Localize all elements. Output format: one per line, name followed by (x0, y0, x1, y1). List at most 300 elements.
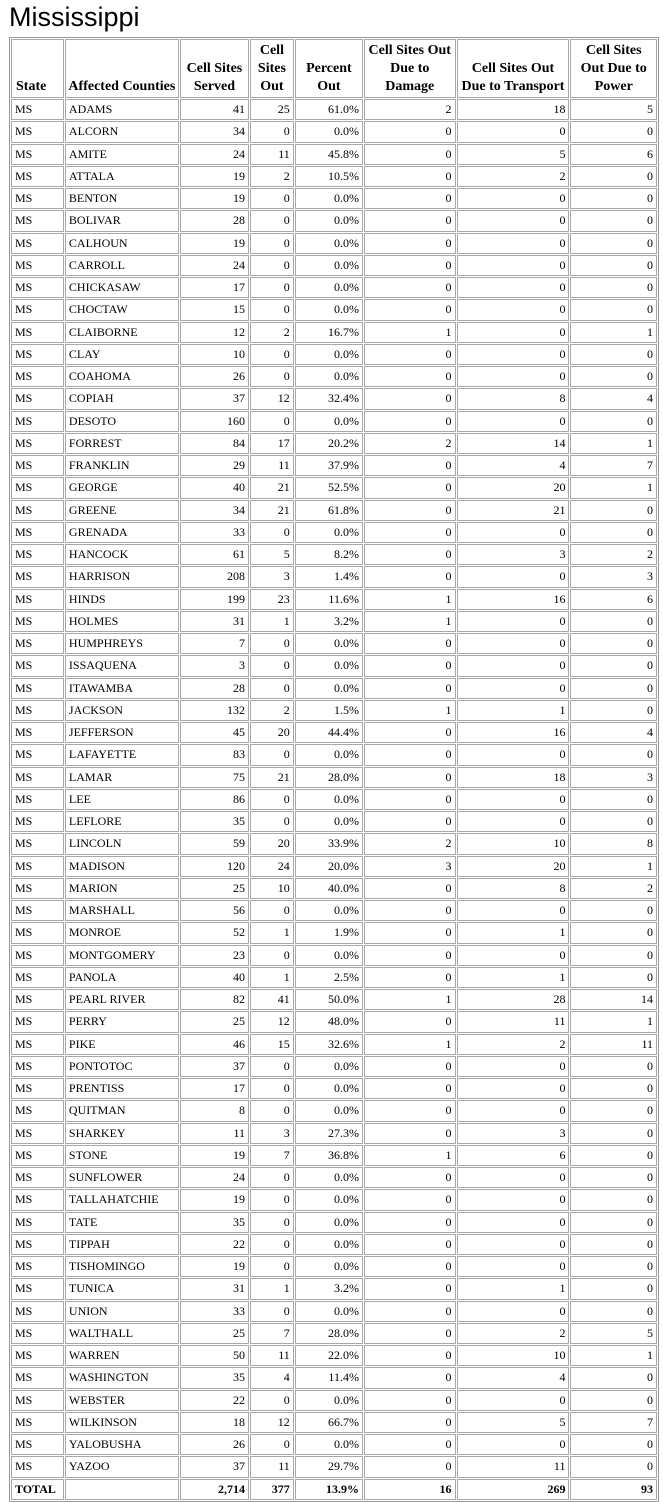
table-row (11, 210, 657, 231)
served-cell: 61 (180, 544, 249, 565)
state-cell: MS (11, 544, 64, 565)
damage-cell: 0 (364, 900, 456, 921)
power-cell: 8 (570, 833, 657, 854)
state-cell: MS (11, 1412, 64, 1433)
state-cell: MS (11, 967, 64, 988)
damage-cell: 16 (364, 1479, 456, 1500)
county-cell: STONE (65, 1145, 179, 1166)
county-cell: SHARKEY (65, 1123, 179, 1144)
county-cell: TISHOMINGO (65, 1256, 179, 1277)
out-cell: 0 (250, 744, 294, 765)
percent-out-cell: 52.5% (295, 477, 363, 498)
percent-out-cell: 0.0% (295, 522, 363, 543)
county-cell: COPIAH (65, 388, 179, 409)
served-cell: 23 (180, 945, 249, 966)
state-cell: MS (11, 1167, 64, 1188)
transport-cell: 0 (457, 900, 570, 921)
damage-cell: 0 (364, 1367, 456, 1388)
state-cell: MS (11, 1056, 64, 1077)
county-cell: GREENE (65, 500, 179, 521)
transport-cell: 0 (457, 1256, 570, 1277)
county-cell: UNION (65, 1301, 179, 1322)
percent-out-cell: 61.0% (295, 99, 363, 120)
damage-cell: 0 (364, 210, 456, 231)
damage-cell: 0 (364, 188, 456, 209)
state-cell: MS (11, 655, 64, 676)
power-cell: 1 (570, 1011, 657, 1032)
power-cell: 3 (570, 566, 657, 587)
out-cell: 23 (250, 589, 294, 610)
state-cell: MS (11, 722, 64, 743)
county-cell: WALTHALL (65, 1323, 179, 1344)
out-cell: 0 (250, 522, 294, 543)
out-cell: 20 (250, 722, 294, 743)
out-cell: 1 (250, 1278, 294, 1299)
damage-cell: 0 (364, 255, 456, 276)
damage-cell: 2 (364, 99, 456, 120)
table-row (11, 722, 657, 743)
state-cell: MS (11, 1212, 64, 1233)
percent-out-cell: 45.8% (295, 144, 363, 165)
power-cell: 0 (570, 900, 657, 921)
percent-out-cell: 3.2% (295, 1278, 363, 1299)
transport-cell: 0 (457, 277, 570, 298)
state-cell: MS (11, 1456, 64, 1477)
county-cell: JEFFERSON (65, 722, 179, 743)
table-row (11, 1345, 657, 1366)
damage-cell: 0 (364, 277, 456, 298)
county-cell: CHOCTAW (65, 299, 179, 320)
served-cell: 22 (180, 1390, 249, 1411)
damage-cell: 0 (364, 722, 456, 743)
served-cell: 15 (180, 299, 249, 320)
transport-cell: 0 (457, 1234, 570, 1255)
damage-cell: 0 (364, 945, 456, 966)
power-cell: 0 (570, 1456, 657, 1477)
table-row (11, 522, 657, 543)
power-cell: 5 (570, 99, 657, 120)
served-cell: 26 (180, 1434, 249, 1455)
transport-cell: 0 (457, 411, 570, 432)
out-cell: 0 (250, 366, 294, 387)
percent-out-cell: 1.5% (295, 700, 363, 721)
transport-cell: 0 (457, 678, 570, 699)
percent-out-cell: 0.0% (295, 1189, 363, 1210)
county-cell: MONROE (65, 922, 179, 943)
percent-out-cell: 0.0% (295, 1390, 363, 1411)
state-cell: MS (11, 1345, 64, 1366)
state-cell: MS (11, 144, 64, 165)
table-row (11, 1034, 657, 1055)
state-cell: MS (11, 589, 64, 610)
transport-cell: 14 (457, 433, 570, 454)
county-cell: CALHOUN (65, 233, 179, 254)
transport-cell: 5 (457, 1412, 570, 1433)
power-cell: 0 (570, 700, 657, 721)
transport-cell: 5 (457, 144, 570, 165)
power-cell: 0 (570, 655, 657, 676)
transport-cell: 10 (457, 1345, 570, 1366)
power-cell: 0 (570, 1367, 657, 1388)
power-cell: 1 (570, 856, 657, 877)
damage-cell: 1 (364, 700, 456, 721)
state-cell: MS (11, 477, 64, 498)
transport-cell: 0 (457, 1301, 570, 1322)
out-cell: 15 (250, 1034, 294, 1055)
table-row (11, 255, 657, 276)
percent-out-cell: 37.9% (295, 455, 363, 476)
damage-cell: 0 (364, 655, 456, 676)
table-row (11, 500, 657, 521)
state-cell: MS (11, 277, 64, 298)
state-cell: MS (11, 500, 64, 521)
out-cell: 20 (250, 833, 294, 854)
transport-cell: 10 (457, 833, 570, 854)
transport-cell: 0 (457, 1056, 570, 1077)
served-cell: 24 (180, 255, 249, 276)
power-cell: 0 (570, 166, 657, 187)
table-row (11, 856, 657, 877)
percent-out-cell: 0.0% (295, 900, 363, 921)
county-cell: PONTOTOC (65, 1056, 179, 1077)
damage-cell: 0 (364, 544, 456, 565)
percent-out-cell: 8.2% (295, 544, 363, 565)
served-cell: 46 (180, 1034, 249, 1055)
transport-cell: 1 (457, 700, 570, 721)
table-row (11, 611, 657, 632)
damage-cell: 0 (364, 477, 456, 498)
damage-cell: 2 (364, 833, 456, 854)
county-cell: YAZOO (65, 1456, 179, 1477)
out-cell: 24 (250, 856, 294, 877)
state-cell: MS (11, 700, 64, 721)
percent-out-cell: 36.8% (295, 1145, 363, 1166)
percent-out-cell: 27.3% (295, 1123, 363, 1144)
table-row (11, 277, 657, 298)
out-cell: 0 (250, 633, 294, 654)
percent-out-cell: 0.0% (295, 1212, 363, 1233)
percent-out-cell: 61.8% (295, 500, 363, 521)
percent-out-cell: 32.4% (295, 388, 363, 409)
percent-out-cell: 16.7% (295, 322, 363, 343)
damage-cell: 0 (364, 744, 456, 765)
state-cell: MS (11, 455, 64, 476)
table-row (11, 967, 657, 988)
served-cell: 33 (180, 1301, 249, 1322)
served-cell: 22 (180, 1234, 249, 1255)
damage-cell: 0 (364, 633, 456, 654)
state-cell: MS (11, 678, 64, 699)
damage-cell: 0 (364, 144, 456, 165)
damage-cell: 0 (364, 1100, 456, 1121)
county-cell: ALCORN (65, 121, 179, 142)
served-cell: 7 (180, 633, 249, 654)
damage-cell: 0 (364, 1078, 456, 1099)
table-row (11, 811, 657, 832)
percent-out-cell: 20.0% (295, 856, 363, 877)
served-cell: 84 (180, 433, 249, 454)
transport-cell: 0 (457, 655, 570, 676)
transport-cell: 0 (457, 1212, 570, 1233)
percent-out-cell: 3.2% (295, 611, 363, 632)
out-cell: 41 (250, 989, 294, 1010)
served-cell: 56 (180, 900, 249, 921)
table-row (11, 1145, 657, 1166)
transport-cell: 3 (457, 544, 570, 565)
power-cell: 0 (570, 344, 657, 365)
served-cell: 24 (180, 144, 249, 165)
power-cell: 5 (570, 1323, 657, 1344)
table-row (11, 1323, 657, 1344)
power-cell: 0 (570, 1278, 657, 1299)
damage-cell: 0 (364, 411, 456, 432)
power-cell: 0 (570, 1123, 657, 1144)
table-body (11, 99, 657, 1500)
state-cell: MS (11, 433, 64, 454)
percent-out-cell: 0.0% (295, 411, 363, 432)
state-cell: MS (11, 833, 64, 854)
county-cell: PRENTISS (65, 1078, 179, 1099)
served-cell: 12 (180, 322, 249, 343)
table-row (11, 1100, 657, 1121)
damage-cell: 0 (364, 878, 456, 899)
state-cell: MS (11, 366, 64, 387)
served-cell: 28 (180, 210, 249, 231)
power-cell: 6 (570, 589, 657, 610)
transport-cell: 4 (457, 455, 570, 476)
power-cell: 0 (570, 1189, 657, 1210)
table-row (11, 922, 657, 943)
served-cell: 2,714 (180, 1479, 249, 1500)
power-cell: 0 (570, 1434, 657, 1455)
out-cell: 17 (250, 433, 294, 454)
power-cell: 7 (570, 1412, 657, 1433)
table-row (11, 767, 657, 788)
percent-out-cell: 0.0% (295, 366, 363, 387)
percent-out-cell: 0.0% (295, 277, 363, 298)
served-cell: 8 (180, 1100, 249, 1121)
table-row (11, 789, 657, 810)
state-cell: MS (11, 1278, 64, 1299)
power-cell: 0 (570, 967, 657, 988)
damage-cell: 0 (364, 1345, 456, 1366)
served-cell: 25 (180, 1323, 249, 1344)
table-row (11, 566, 657, 587)
state-cell: MS (11, 1078, 64, 1099)
out-cell: 0 (250, 945, 294, 966)
column-header-cell-sites-out: Cell Sites Out (250, 39, 294, 98)
transport-cell: 0 (457, 1390, 570, 1411)
state-cell: MS (11, 989, 64, 1010)
out-cell: 2 (250, 700, 294, 721)
table-row (11, 833, 657, 854)
county-cell: FORREST (65, 433, 179, 454)
column-header-out-due-to-power: Cell Sites Out Due to Power (570, 39, 657, 98)
table-row (11, 655, 657, 676)
table-row (11, 633, 657, 654)
state-cell: MS (11, 566, 64, 587)
percent-out-cell: 0.0% (295, 188, 363, 209)
county-cell: PEARL RIVER (65, 989, 179, 1010)
damage-cell: 1 (364, 322, 456, 343)
percent-out-cell: 0.0% (295, 1100, 363, 1121)
served-cell: 29 (180, 455, 249, 476)
transport-cell: 0 (457, 633, 570, 654)
county-cell: HARRISON (65, 566, 179, 587)
out-cell: 0 (250, 299, 294, 320)
out-cell: 0 (250, 678, 294, 699)
damage-cell: 0 (364, 1234, 456, 1255)
out-cell: 11 (250, 455, 294, 476)
damage-cell: 0 (364, 455, 456, 476)
table-row (11, 900, 657, 921)
out-cell: 0 (250, 1100, 294, 1121)
table-row (11, 945, 657, 966)
damage-cell: 0 (364, 1456, 456, 1477)
served-cell: 34 (180, 500, 249, 521)
damage-cell: 0 (364, 1434, 456, 1455)
out-cell: 3 (250, 566, 294, 587)
table-row (11, 700, 657, 721)
percent-out-cell: 66.7% (295, 1412, 363, 1433)
power-cell: 0 (570, 811, 657, 832)
transport-cell: 8 (457, 388, 570, 409)
served-cell: 19 (180, 1145, 249, 1166)
out-cell: 21 (250, 500, 294, 521)
county-cell: ISSAQUENA (65, 655, 179, 676)
out-cell: 12 (250, 1011, 294, 1032)
table-row (11, 1078, 657, 1099)
percent-out-cell: 0.0% (295, 789, 363, 810)
percent-out-cell: 0.0% (295, 1078, 363, 1099)
served-cell: 19 (180, 233, 249, 254)
power-cell: 0 (570, 522, 657, 543)
percent-out-cell: 11.6% (295, 589, 363, 610)
out-cell: 0 (250, 1056, 294, 1077)
damage-cell: 0 (364, 121, 456, 142)
state-cell: MS (11, 299, 64, 320)
power-cell: 0 (570, 1056, 657, 1077)
county-cell: WILKINSON (65, 1412, 179, 1433)
served-cell: 35 (180, 1367, 249, 1388)
transport-cell: 0 (457, 522, 570, 543)
power-cell: 0 (570, 633, 657, 654)
percent-out-cell: 0.0% (295, 1234, 363, 1255)
damage-cell: 0 (364, 1011, 456, 1032)
state-cell: MS (11, 1011, 64, 1032)
percent-out-cell: 1.9% (295, 922, 363, 943)
served-cell: 59 (180, 833, 249, 854)
table-row (11, 477, 657, 498)
out-cell: 3 (250, 1123, 294, 1144)
damage-cell: 0 (364, 233, 456, 254)
table-row (11, 1056, 657, 1077)
served-cell: 40 (180, 477, 249, 498)
county-cell: DESOTO (65, 411, 179, 432)
county-cell: AMITE (65, 144, 179, 165)
power-cell: 0 (570, 1390, 657, 1411)
out-cell: 11 (250, 1456, 294, 1477)
out-cell: 11 (250, 144, 294, 165)
percent-out-cell: 10.5% (295, 166, 363, 187)
table-row (11, 99, 657, 120)
served-cell: 25 (180, 1011, 249, 1032)
state-cell: MS (11, 856, 64, 877)
percent-out-cell: 0.0% (295, 344, 363, 365)
county-cell: PERRY (65, 1011, 179, 1032)
transport-cell: 269 (457, 1479, 570, 1500)
state-cell: MS (11, 922, 64, 943)
served-cell: 120 (180, 856, 249, 877)
out-cell: 2 (250, 166, 294, 187)
percent-out-cell: 0.0% (295, 744, 363, 765)
out-cell: 21 (250, 477, 294, 498)
transport-cell: 8 (457, 878, 570, 899)
table-row (11, 433, 657, 454)
county-cell: YALOBUSHA (65, 1434, 179, 1455)
transport-cell: 2 (457, 1034, 570, 1055)
state-cell: MS (11, 633, 64, 654)
county-cell: GRENADA (65, 522, 179, 543)
served-cell: 25 (180, 878, 249, 899)
header-row (11, 39, 657, 98)
damage-cell: 0 (364, 566, 456, 587)
county-cell (65, 1479, 179, 1500)
damage-cell: 0 (364, 811, 456, 832)
state-cell: MS (11, 188, 64, 209)
column-header-out-due-to-transport: Cell Sites Out Due to Transport (457, 39, 570, 98)
damage-cell: 0 (364, 1056, 456, 1077)
transport-cell: 21 (457, 500, 570, 521)
percent-out-cell: 40.0% (295, 878, 363, 899)
table-row (11, 544, 657, 565)
transport-cell: 0 (457, 744, 570, 765)
out-cell: 7 (250, 1145, 294, 1166)
percent-out-cell: 2.5% (295, 967, 363, 988)
served-cell: 17 (180, 277, 249, 298)
column-header-cell-sites-served: Cell Sites Served (180, 39, 249, 98)
state-cell: MS (11, 878, 64, 899)
power-cell: 0 (570, 500, 657, 521)
county-cell: TIPPAH (65, 1234, 179, 1255)
out-cell: 0 (250, 1212, 294, 1233)
state-cell: MS (11, 121, 64, 142)
damage-cell: 0 (364, 1323, 456, 1344)
column-header-state: State (11, 39, 64, 98)
power-cell: 0 (570, 188, 657, 209)
percent-out-cell: 32.6% (295, 1034, 363, 1055)
served-cell: 37 (180, 388, 249, 409)
table-row (11, 366, 657, 387)
damage-cell: 2 (364, 433, 456, 454)
county-cell: JACKSON (65, 700, 179, 721)
county-cell: CLAY (65, 344, 179, 365)
served-cell: 37 (180, 1456, 249, 1477)
power-cell: 0 (570, 1301, 657, 1322)
table-row (11, 299, 657, 320)
transport-cell: 1 (457, 922, 570, 943)
power-cell: 6 (570, 144, 657, 165)
state-cell: MS (11, 900, 64, 921)
served-cell: 50 (180, 1345, 249, 1366)
power-cell: 0 (570, 611, 657, 632)
state-cell: MS (11, 811, 64, 832)
county-cell: GEORGE (65, 477, 179, 498)
county-cell: TATE (65, 1212, 179, 1233)
percent-out-cell: 0.0% (295, 945, 363, 966)
table-row (11, 411, 657, 432)
table-row (11, 1412, 657, 1433)
